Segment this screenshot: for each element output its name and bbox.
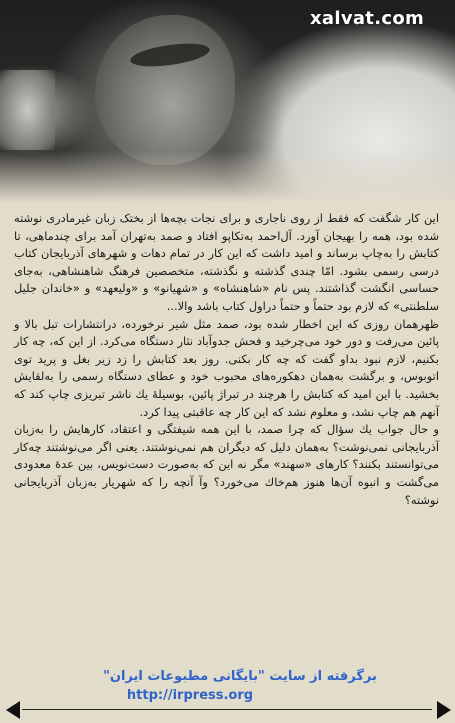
source-url-link[interactable]: http://irpress.org: [126, 688, 254, 703]
article-body: [14, 210, 439, 509]
portrait-photo: [0, 0, 455, 205]
source-credit: برگرفته از سایت "بایگانی مطبوعات ایران": [103, 669, 377, 684]
article-paragraph-3: و حال جواب یك سؤال که چرا صمد، با این همه شیفتگی و اعتقاد، کارهایش را به‌زبان آذربایجانی نمی‌نوشت؟ به‌همان دلیل که دیگران هم نمی‌نوشتند. یعنی اگر می‌نوشتند چه‌کار می‌توانستند بکنند؟ کارهای «سهند» مگر نه این که به‌صورت دست‌نویس، بین عدهٔ معدودی می‌گشت و انبوه آن‌ها هنوز هم‌خاك می‌خورد؟ وآ آنچه را که شهریار به‌زبان آذربایجانی نوشته؟: [14, 422, 439, 507]
page-bottom-rule: [22, 709, 432, 710]
photo-highlight-left: [0, 70, 55, 150]
article-paragraph-1: این کار شگفت که فقط از روی ناجاری و برای نجات بچه‌ها از بختک زبان غیرمادری نوشته شده بود، همه را بهیجان آورد. آل‌احمد به‌تکاپو افتاد و صمد به‌تهران آمد برای چندماهی، تا کتابش را به‌چاپ برساند و امید داشت که این کار در تمام دهات و شهرهای آذربایجان کتاب درسی رسمی بشود. امّا چندی گذشته و نگذشته، متخصصین فرهنگ شاهنشاهی، به‌جای حساسی انگشت گذاشتند. پس نام «شاهنشاه» و «شهیانو» و «ولیعهد» و «خاندان جلیل سلطنتی» که لازم بود حتماً و حتماً دراول کتاب باشد والا...: [14, 211, 439, 313]
photo-face: [95, 15, 235, 165]
photo-fade: [0, 150, 455, 205]
watermark-text: xalvat.com: [310, 8, 425, 29]
previous-page-arrow-icon[interactable]: [6, 701, 20, 719]
article-paragraph-2: ظهرهمان روزی که این اخطار شده بود، صمد مثل شیر نرخورده، درانتشارات تبل بالا و پائین می‌رفت و دور خود می‌چرخید و فحش جدوآباد نثار دستگاه می‌کرد. از این که، چه کار بکنیم، لازم نبود بداو گفت که چه کار بکنی. روز بعد کتابش را زد زیر بغل و پرید توی اتوبوس، و برگشت به‌همان دهکوره‌های محبوب خود و عطای دستگاه رسمی را به‌لقایش بخشید. با این امید که کتابش را هرچند در تبراژ پائین، بوسیلهٔ یك ناشر تبریزی چاپ کند که آنهم هم چاپ نشد، و معلوم نشد که این کار چه عاقبتی پیدا کرد.: [14, 316, 439, 419]
next-page-arrow-icon[interactable]: [437, 701, 451, 719]
